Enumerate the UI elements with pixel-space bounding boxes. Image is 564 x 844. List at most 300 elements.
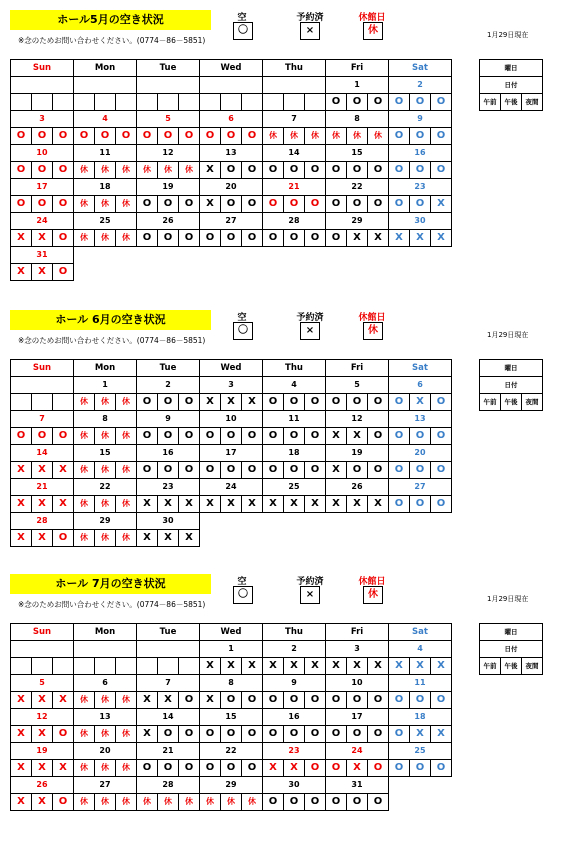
date-cell: 20 xyxy=(74,743,137,760)
slot-cell: O xyxy=(179,128,200,145)
date-cell: 19 xyxy=(137,179,200,196)
slot-cell: O xyxy=(410,462,431,479)
slot-cell: O xyxy=(200,726,221,743)
slot-cell: O xyxy=(326,394,347,411)
slot-cell: 休 xyxy=(116,162,137,179)
slot-cell: 休 xyxy=(179,794,200,811)
slot-cell: O xyxy=(158,230,179,247)
slot-cell: X xyxy=(368,496,389,513)
slot-cell: 休 xyxy=(116,462,137,479)
slot-cell: 休 xyxy=(74,496,95,513)
slot-cell: O xyxy=(326,230,347,247)
date-cell: 17 xyxy=(200,445,263,462)
slot-cell xyxy=(32,394,53,411)
slot-pm-label: 午後 xyxy=(501,94,522,111)
slot-cell: X xyxy=(305,496,326,513)
slot-cell: O xyxy=(326,196,347,213)
date-cell xyxy=(137,641,200,658)
date-cell: 8 xyxy=(200,675,263,692)
slot-cell: 休 xyxy=(263,128,284,145)
slot-cell xyxy=(137,658,158,675)
date-cell: 27 xyxy=(389,479,452,496)
day-header: Thu xyxy=(263,624,326,641)
date-cell xyxy=(74,77,137,94)
slot-cell: 休 xyxy=(74,760,95,777)
legend-reserved-label: 予約済 xyxy=(296,313,324,323)
slot-cell: X xyxy=(326,428,347,445)
legend-reserved-label: 予約済 xyxy=(296,13,324,23)
slot-cell xyxy=(53,394,74,411)
slot-cell xyxy=(32,658,53,675)
date-cell: 14 xyxy=(11,445,74,462)
slot-cell: O xyxy=(11,428,32,445)
empty-cell xyxy=(200,247,263,264)
slot-cell: O xyxy=(263,794,284,811)
slot-cell: X xyxy=(53,760,74,777)
legend-closed-label: 休館日 xyxy=(358,13,386,23)
empty-cell xyxy=(389,794,452,811)
slot-cell: O xyxy=(263,692,284,709)
slot-pm-label: 午後 xyxy=(501,394,522,411)
date-cell: 4 xyxy=(263,377,326,394)
slot-cell: X xyxy=(263,496,284,513)
slot-cell: O xyxy=(53,128,74,145)
date-cell: 8 xyxy=(326,111,389,128)
slot-cell: O xyxy=(368,94,389,111)
slot-cell: O xyxy=(200,230,221,247)
slot-cell: O xyxy=(326,794,347,811)
slot-cell: 休 xyxy=(74,692,95,709)
slot-cell xyxy=(179,94,200,111)
slot-cell: O xyxy=(263,726,284,743)
slot-cell xyxy=(284,94,305,111)
date-cell: 28 xyxy=(263,213,326,230)
slot-cell: O xyxy=(137,462,158,479)
slot-cell: X xyxy=(32,692,53,709)
date-cell xyxy=(263,77,326,94)
slot-cell: X xyxy=(11,726,32,743)
date-cell: 12 xyxy=(326,411,389,428)
slot-cell: X xyxy=(200,658,221,675)
slot-cell: O xyxy=(284,692,305,709)
slot-cell: X xyxy=(284,760,305,777)
date-cell: 1 xyxy=(74,377,137,394)
slot-cell: O xyxy=(137,230,158,247)
slot-cell: O xyxy=(221,162,242,179)
slot-cell: O xyxy=(11,128,32,145)
slot-cell: O xyxy=(347,726,368,743)
slot-cell xyxy=(221,94,242,111)
slot-cell: 休 xyxy=(116,230,137,247)
slot-am-label: 午前 xyxy=(480,94,501,111)
slot-cell: O xyxy=(368,428,389,445)
legend-closed-symbol: 休 xyxy=(363,322,383,340)
slot-cell: X xyxy=(53,462,74,479)
slot-cell: X xyxy=(431,658,452,675)
date-cell: 3 xyxy=(326,641,389,658)
slot-cell: O xyxy=(410,496,431,513)
empty-cell xyxy=(389,513,452,530)
slot-key-table xyxy=(479,359,543,411)
slot-cell: 休 xyxy=(95,428,116,445)
slot-cell: O xyxy=(284,794,305,811)
legend-closed-symbol: 休 xyxy=(363,586,383,604)
empty-cell xyxy=(389,264,452,281)
date-cell: 27 xyxy=(74,777,137,794)
slot-cell: O xyxy=(32,128,53,145)
slot-cell: O xyxy=(368,394,389,411)
slot-cell: X xyxy=(410,394,431,411)
slot-cell: X xyxy=(221,394,242,411)
slot-cell: O xyxy=(53,428,74,445)
slot-cell: 休 xyxy=(242,794,263,811)
slot-cell xyxy=(11,394,32,411)
date-cell: 13 xyxy=(74,709,137,726)
date-cell: 25 xyxy=(389,743,452,760)
date-cell: 21 xyxy=(263,179,326,196)
date-cell: 31 xyxy=(11,247,74,264)
calendar-table xyxy=(10,623,452,811)
slot-cell: 休 xyxy=(95,196,116,213)
slot-cell: X xyxy=(410,726,431,743)
date-cell: 11 xyxy=(263,411,326,428)
slot-cell: X xyxy=(158,496,179,513)
slot-cell: O xyxy=(389,692,410,709)
slot-cell: X xyxy=(410,658,431,675)
slot-cell: 休 xyxy=(95,530,116,547)
date-cell: 12 xyxy=(137,145,200,162)
slot-cell: O xyxy=(284,196,305,213)
slot-cell: O xyxy=(389,462,410,479)
as-of-date: 1月29日現在 xyxy=(487,595,529,603)
slot-pm-label: 午後 xyxy=(501,658,522,675)
slot-cell: O xyxy=(179,462,200,479)
date-cell: 25 xyxy=(74,213,137,230)
date-cell: 8 xyxy=(74,411,137,428)
slot-cell: O xyxy=(305,428,326,445)
date-cell: 26 xyxy=(11,777,74,794)
slot-cell: O xyxy=(431,162,452,179)
day-header: Sun xyxy=(11,360,74,377)
slot-cell: O xyxy=(221,726,242,743)
slot-cell: O xyxy=(200,128,221,145)
slot-cell: X xyxy=(326,658,347,675)
empty-cell xyxy=(200,530,263,547)
date-cell: 16 xyxy=(389,145,452,162)
day-header: Fri xyxy=(326,60,389,77)
slot-cell: X xyxy=(11,462,32,479)
as-of-date: 1月29日現在 xyxy=(487,31,529,39)
slot-cell: 休 xyxy=(326,128,347,145)
slot-cell: 休 xyxy=(74,162,95,179)
slot-cell: X xyxy=(389,230,410,247)
legend-closed-label: 休館日 xyxy=(358,577,386,587)
day-header: Tue xyxy=(137,60,200,77)
slot-cell: X xyxy=(347,496,368,513)
slot-cell: O xyxy=(347,462,368,479)
slot-cell: O xyxy=(263,462,284,479)
month-title: ホール 6月の空き状況 xyxy=(10,310,211,330)
slot-cell: O xyxy=(368,196,389,213)
date-cell: 4 xyxy=(74,111,137,128)
empty-cell xyxy=(263,513,326,530)
slot-cell: X xyxy=(242,394,263,411)
slot-cell: O xyxy=(410,128,431,145)
slot-cell: X xyxy=(179,530,200,547)
calendar-table xyxy=(10,59,452,281)
date-cell xyxy=(11,641,74,658)
slot-cell: O xyxy=(431,462,452,479)
slot-cell: O xyxy=(305,760,326,777)
slot-cell: X xyxy=(53,496,74,513)
date-cell: 23 xyxy=(389,179,452,196)
slot-cell: X xyxy=(200,196,221,213)
slot-cell: 休 xyxy=(74,530,95,547)
empty-cell xyxy=(326,513,389,530)
slot-cell: O xyxy=(284,394,305,411)
date-label: 日付 xyxy=(480,377,543,394)
slot-cell: O xyxy=(179,394,200,411)
slot-cell xyxy=(158,658,179,675)
slot-cell: 休 xyxy=(158,162,179,179)
slot-cell: X xyxy=(158,692,179,709)
day-header: Fri xyxy=(326,360,389,377)
slot-cell: X xyxy=(11,496,32,513)
legend-closed-label: 休館日 xyxy=(358,313,386,323)
weekday-label: 曜日 xyxy=(480,624,543,641)
slot-cell: X xyxy=(137,530,158,547)
date-cell: 29 xyxy=(326,213,389,230)
slot-cell: O xyxy=(32,162,53,179)
slot-cell: X xyxy=(158,530,179,547)
slot-cell: X xyxy=(431,196,452,213)
date-cell xyxy=(74,641,137,658)
slot-cell: O xyxy=(158,128,179,145)
slot-cell: X xyxy=(368,230,389,247)
slot-cell: O xyxy=(410,196,431,213)
slot-cell: 休 xyxy=(95,230,116,247)
slot-cell: O xyxy=(179,726,200,743)
slot-cell: X xyxy=(32,496,53,513)
date-cell: 22 xyxy=(326,179,389,196)
contact-note: ※念のためお問い合わせください。(0774－86－5851) xyxy=(18,600,206,609)
slot-cell: O xyxy=(179,760,200,777)
slot-cell: X xyxy=(431,726,452,743)
date-label: 日付 xyxy=(480,77,543,94)
slot-cell: X xyxy=(137,726,158,743)
month-title: ホール5月の空き状況 xyxy=(10,10,211,30)
date-cell: 9 xyxy=(137,411,200,428)
date-cell: 3 xyxy=(200,377,263,394)
date-cell xyxy=(137,77,200,94)
date-cell xyxy=(200,77,263,94)
slot-cell: 休 xyxy=(74,428,95,445)
slot-cell: O xyxy=(263,428,284,445)
slot-cell: O xyxy=(53,726,74,743)
date-cell: 5 xyxy=(326,377,389,394)
date-cell: 26 xyxy=(137,213,200,230)
date-cell: 29 xyxy=(74,513,137,530)
empty-cell xyxy=(263,530,326,547)
slot-cell: O xyxy=(242,162,263,179)
slot-cell: O xyxy=(95,128,116,145)
slot-cell: 休 xyxy=(200,794,221,811)
slot-cell: X xyxy=(305,658,326,675)
slot-cell: O xyxy=(389,394,410,411)
slot-cell: O xyxy=(431,94,452,111)
slot-cell: O xyxy=(326,726,347,743)
date-cell: 6 xyxy=(200,111,263,128)
slot-cell: O xyxy=(137,128,158,145)
date-cell: 15 xyxy=(74,445,137,462)
date-cell: 17 xyxy=(11,179,74,196)
slot-cell: X xyxy=(32,794,53,811)
slot-cell: O xyxy=(221,128,242,145)
day-header: Sat xyxy=(389,60,452,77)
weekday-label: 曜日 xyxy=(480,360,543,377)
day-header: Mon xyxy=(74,360,137,377)
slot-cell: O xyxy=(431,760,452,777)
date-cell: 24 xyxy=(11,213,74,230)
slot-cell: X xyxy=(137,496,158,513)
date-cell: 19 xyxy=(326,445,389,462)
date-cell: 12 xyxy=(11,709,74,726)
slot-cell: O xyxy=(11,196,32,213)
slot-cell: O xyxy=(347,162,368,179)
slot-cell: O xyxy=(242,428,263,445)
slot-cell: O xyxy=(284,462,305,479)
slot-cell: O xyxy=(305,462,326,479)
date-cell: 10 xyxy=(326,675,389,692)
slot-cell: X xyxy=(326,496,347,513)
slot-cell: X xyxy=(200,162,221,179)
date-cell: 1 xyxy=(200,641,263,658)
slot-cell: X xyxy=(32,760,53,777)
slot-cell xyxy=(263,94,284,111)
slot-cell: 休 xyxy=(116,530,137,547)
month-section xyxy=(0,574,564,844)
slot-cell xyxy=(179,658,200,675)
date-cell: 7 xyxy=(137,675,200,692)
slot-cell: O xyxy=(389,162,410,179)
date-cell xyxy=(11,377,74,394)
date-cell: 9 xyxy=(389,111,452,128)
slot-cell: X xyxy=(263,760,284,777)
day-header: Fri xyxy=(326,624,389,641)
empty-cell xyxy=(326,264,389,281)
slot-cell: O xyxy=(410,760,431,777)
slot-cell: X xyxy=(53,692,74,709)
date-cell: 13 xyxy=(389,411,452,428)
slot-cell: O xyxy=(242,692,263,709)
date-cell: 7 xyxy=(11,411,74,428)
slot-cell: 休 xyxy=(137,162,158,179)
date-cell: 1 xyxy=(326,77,389,94)
slot-cell: O xyxy=(368,462,389,479)
day-header: Wed xyxy=(200,624,263,641)
slot-cell: X xyxy=(242,496,263,513)
slot-cell: O xyxy=(221,428,242,445)
slot-cell: O xyxy=(326,94,347,111)
slot-cell xyxy=(200,94,221,111)
slot-cell: O xyxy=(263,162,284,179)
slot-cell: O xyxy=(32,196,53,213)
slot-cell: X xyxy=(32,264,53,281)
empty-cell xyxy=(389,777,452,794)
slot-cell xyxy=(74,94,95,111)
slot-cell: O xyxy=(305,794,326,811)
slot-cell: O xyxy=(179,196,200,213)
day-header: Sun xyxy=(11,60,74,77)
date-cell: 14 xyxy=(137,709,200,726)
day-header: Wed xyxy=(200,360,263,377)
slot-cell: 休 xyxy=(368,128,389,145)
empty-cell xyxy=(74,264,137,281)
slot-cell: 休 xyxy=(179,162,200,179)
slot-cell: 休 xyxy=(95,394,116,411)
date-cell: 20 xyxy=(200,179,263,196)
slot-cell: 休 xyxy=(137,794,158,811)
slot-cell: O xyxy=(32,428,53,445)
date-cell: 24 xyxy=(326,743,389,760)
slot-cell xyxy=(53,658,74,675)
slot-cell: X xyxy=(11,230,32,247)
slot-cell: O xyxy=(179,692,200,709)
slot-cell: O xyxy=(221,196,242,213)
slot-cell: 休 xyxy=(116,196,137,213)
slot-cell: X xyxy=(347,428,368,445)
slot-cell: O xyxy=(242,760,263,777)
legend-empty-symbol: 〇 xyxy=(233,322,253,340)
slot-cell xyxy=(11,94,32,111)
slot-cell: O xyxy=(158,462,179,479)
weekday-label: 曜日 xyxy=(480,60,543,77)
empty-cell xyxy=(200,264,263,281)
slot-cell: O xyxy=(431,496,452,513)
date-cell: 6 xyxy=(389,377,452,394)
slot-cell: O xyxy=(137,394,158,411)
slot-cell: O xyxy=(389,196,410,213)
slot-cell: O xyxy=(158,760,179,777)
date-cell: 28 xyxy=(11,513,74,530)
slot-cell: O xyxy=(368,162,389,179)
slot-cell: O xyxy=(410,428,431,445)
slot-cell: O xyxy=(347,394,368,411)
slot-cell: O xyxy=(368,692,389,709)
date-cell: 14 xyxy=(263,145,326,162)
slot-am-label: 午前 xyxy=(480,394,501,411)
slot-cell: O xyxy=(389,428,410,445)
empty-cell xyxy=(389,530,452,547)
slot-cell: X xyxy=(11,794,32,811)
slot-cell xyxy=(305,94,326,111)
legend-empty-symbol: 〇 xyxy=(233,22,253,40)
as-of-date: 1月29日現在 xyxy=(487,331,529,339)
slot-cell: 休 xyxy=(116,794,137,811)
slot-cell: O xyxy=(74,128,95,145)
day-header: Sun xyxy=(11,624,74,641)
date-cell: 5 xyxy=(137,111,200,128)
slot-cell: O xyxy=(305,726,326,743)
slot-cell: O xyxy=(410,162,431,179)
slot-cell xyxy=(242,94,263,111)
slot-cell: X xyxy=(284,658,305,675)
slot-cell: O xyxy=(116,128,137,145)
empty-cell xyxy=(137,247,200,264)
slot-cell: O xyxy=(53,530,74,547)
slot-cell: O xyxy=(53,196,74,213)
slot-cell: 休 xyxy=(305,128,326,145)
